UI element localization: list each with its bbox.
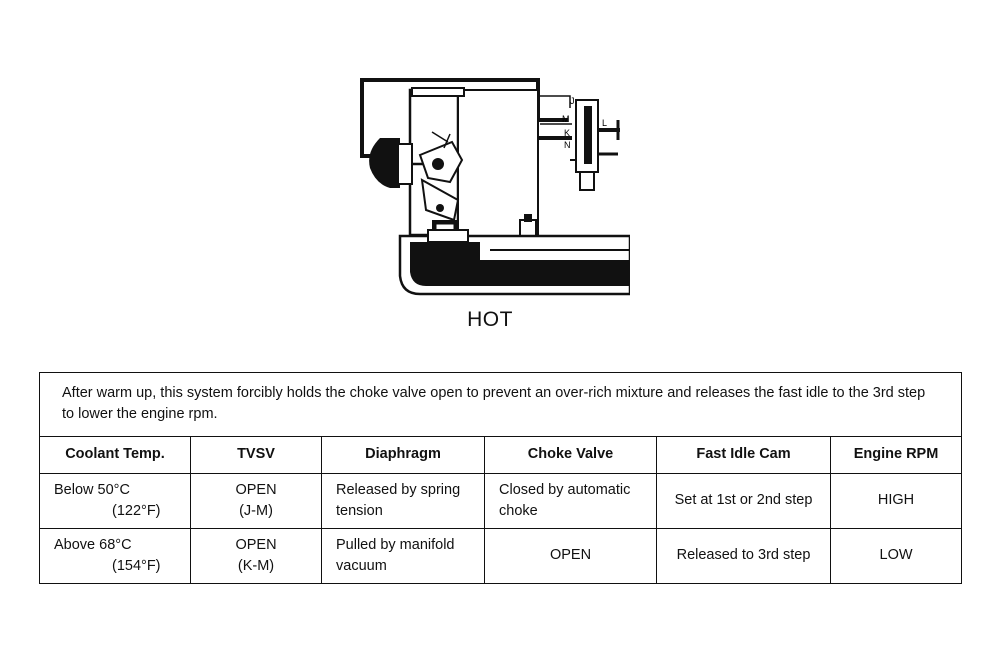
cell-diaphragm: Pulled by manifold vacuum: [322, 529, 485, 584]
header-diaphragm: Diaphragm: [322, 437, 485, 474]
cell-tvsv: [191, 529, 322, 584]
tvsv-ports: (J-M): [239, 503, 273, 519]
diagram-caption: HOT: [467, 308, 513, 331]
tvsv-ports: (K-M): [237, 558, 275, 574]
cell-engine-rpm: LOW: [831, 529, 962, 584]
header-coolant-temp: Coolant Temp.: [40, 437, 191, 474]
temp-value: Above 68°C: [54, 536, 132, 553]
tvsv-state: OPEN: [235, 536, 277, 553]
cell-coolant-temp: [40, 529, 191, 584]
cell-diaphragm: Released by spring tension: [322, 474, 485, 529]
intro-row: [40, 373, 962, 437]
choke-breaker-table: [39, 372, 962, 584]
cell-coolant-temp: [40, 474, 191, 529]
port-label-j: J: [570, 96, 575, 106]
tvsv-valve: [570, 100, 620, 190]
cell-choke-valve: OPEN: [485, 529, 657, 584]
header-choke-valve: Choke Valve: [485, 437, 657, 474]
tvsv-state: OPEN: [235, 481, 277, 498]
port-label-n: N: [564, 140, 571, 150]
cell-engine-rpm: HIGH: [831, 474, 962, 529]
port-label-l: L: [602, 118, 608, 128]
header-fast-idle-cam: Fast Idle Cam: [657, 437, 831, 474]
header-tvsv: TVSV: [191, 437, 322, 474]
cell-choke-valve: Closed by automatic choke: [485, 474, 657, 529]
table-row: [40, 474, 962, 529]
temp-value: Below 50°C: [54, 481, 130, 498]
intake-manifold: [400, 230, 630, 294]
cell-fast-idle-cam: Set at 1st or 2nd step: [657, 474, 831, 529]
hose-line-k: [535, 138, 572, 230]
choke-breaker-diagram: [340, 60, 630, 300]
table-row: [40, 529, 962, 584]
header-engine-rpm: Engine RPM: [831, 437, 962, 474]
air-horn: [412, 88, 464, 96]
temp-value-f: (154°F): [112, 558, 161, 574]
cell-fast-idle-cam: Released to 3rd step: [657, 529, 831, 584]
temp-value-f: (122°F): [112, 503, 161, 519]
header-row: [40, 437, 962, 474]
intro-text: After warm up, this system forcibly holds the choke valve open to prevent an over-rich mixture and releases the fast idle to the 3rd step to lower the engine rpm.: [40, 373, 962, 437]
cell-tvsv: [191, 474, 322, 529]
port-label-k: K: [564, 128, 571, 138]
port-label-m: M: [562, 114, 570, 124]
